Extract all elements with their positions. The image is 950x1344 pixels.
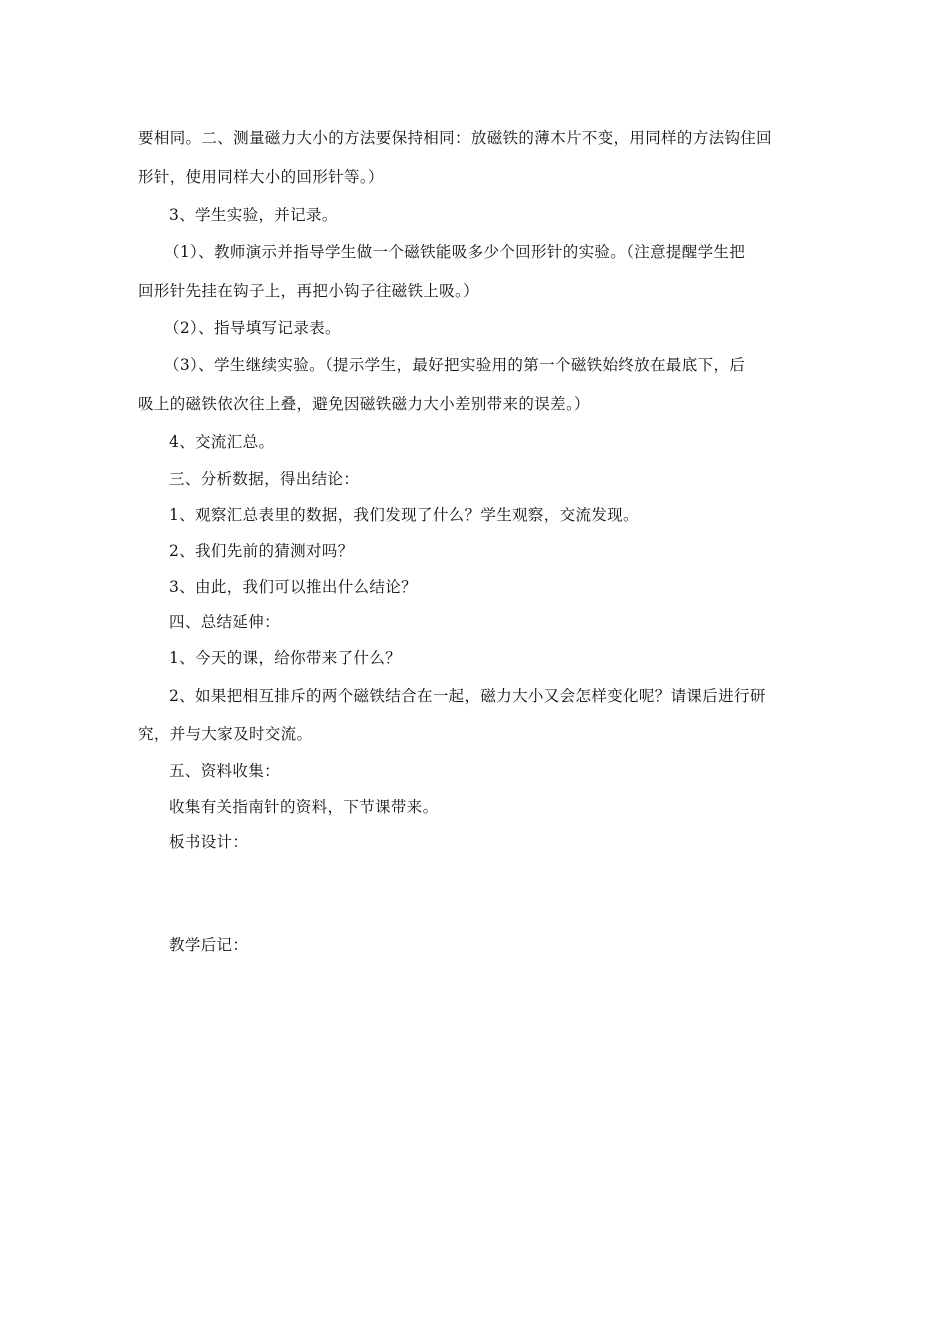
paragraph-line: 吸上的磁铁依次往上叠，避免因磁铁磁力大小差别带来的误差。） [138,395,590,413]
section-heading: 五、资料收集： [169,762,280,780]
paragraph-line: 收集有关指南针的资料，下节课带来。 [169,798,439,816]
teaching-notes-label: 教学后记： [169,936,249,954]
paragraph-line: 3、由此，我们可以推出什么结论？ [169,578,417,596]
paragraph-line: 回形针先挂在钩子上，再把小钩子往磁铁上吸。） [138,282,479,300]
section-heading: 四、总结延伸： [169,613,280,631]
paragraph-line: 2、如果把相互排斥的两个磁铁结合在一起，磁力大小又会怎样变化呢？请课后进行研 [169,687,766,705]
paragraph-line: 1、今天的课，给你带来了什么？ [169,649,402,667]
paragraph-line: 形针，使用同样大小的回形针等。） [138,168,384,186]
paragraph-line: 1、观察汇总表里的数据，我们发现了什么？学生观察，交流发现。 [169,506,639,524]
paragraph-line: （1）、教师演示并指导学生做一个磁铁能吸多少个回形针的实验。（注意提醒学生把 [164,243,746,261]
paragraph-line: 3、学生实验，并记录。 [169,206,338,224]
paragraph-line: 究，并与大家及时交流。 [138,725,313,743]
paragraph-line: 要相同。二、测量磁力大小的方法要保持相同：放磁铁的薄木片不变，用同样的方法钩住回 [138,129,773,147]
paragraph-line: 2、我们先前的猜测对吗？ [169,542,354,560]
paragraph-line: （3）、学生继续实验。（提示学生，最好把实验用的第一个磁铁始终放在最底下，后 [164,356,746,374]
paragraph-line: （2）、指导填写记录表。 [164,319,341,337]
paragraph-line: 4、交流汇总。 [169,433,275,451]
section-heading: 三、分析数据，得出结论： [169,470,360,488]
board-design-label: 板书设计： [169,833,249,851]
